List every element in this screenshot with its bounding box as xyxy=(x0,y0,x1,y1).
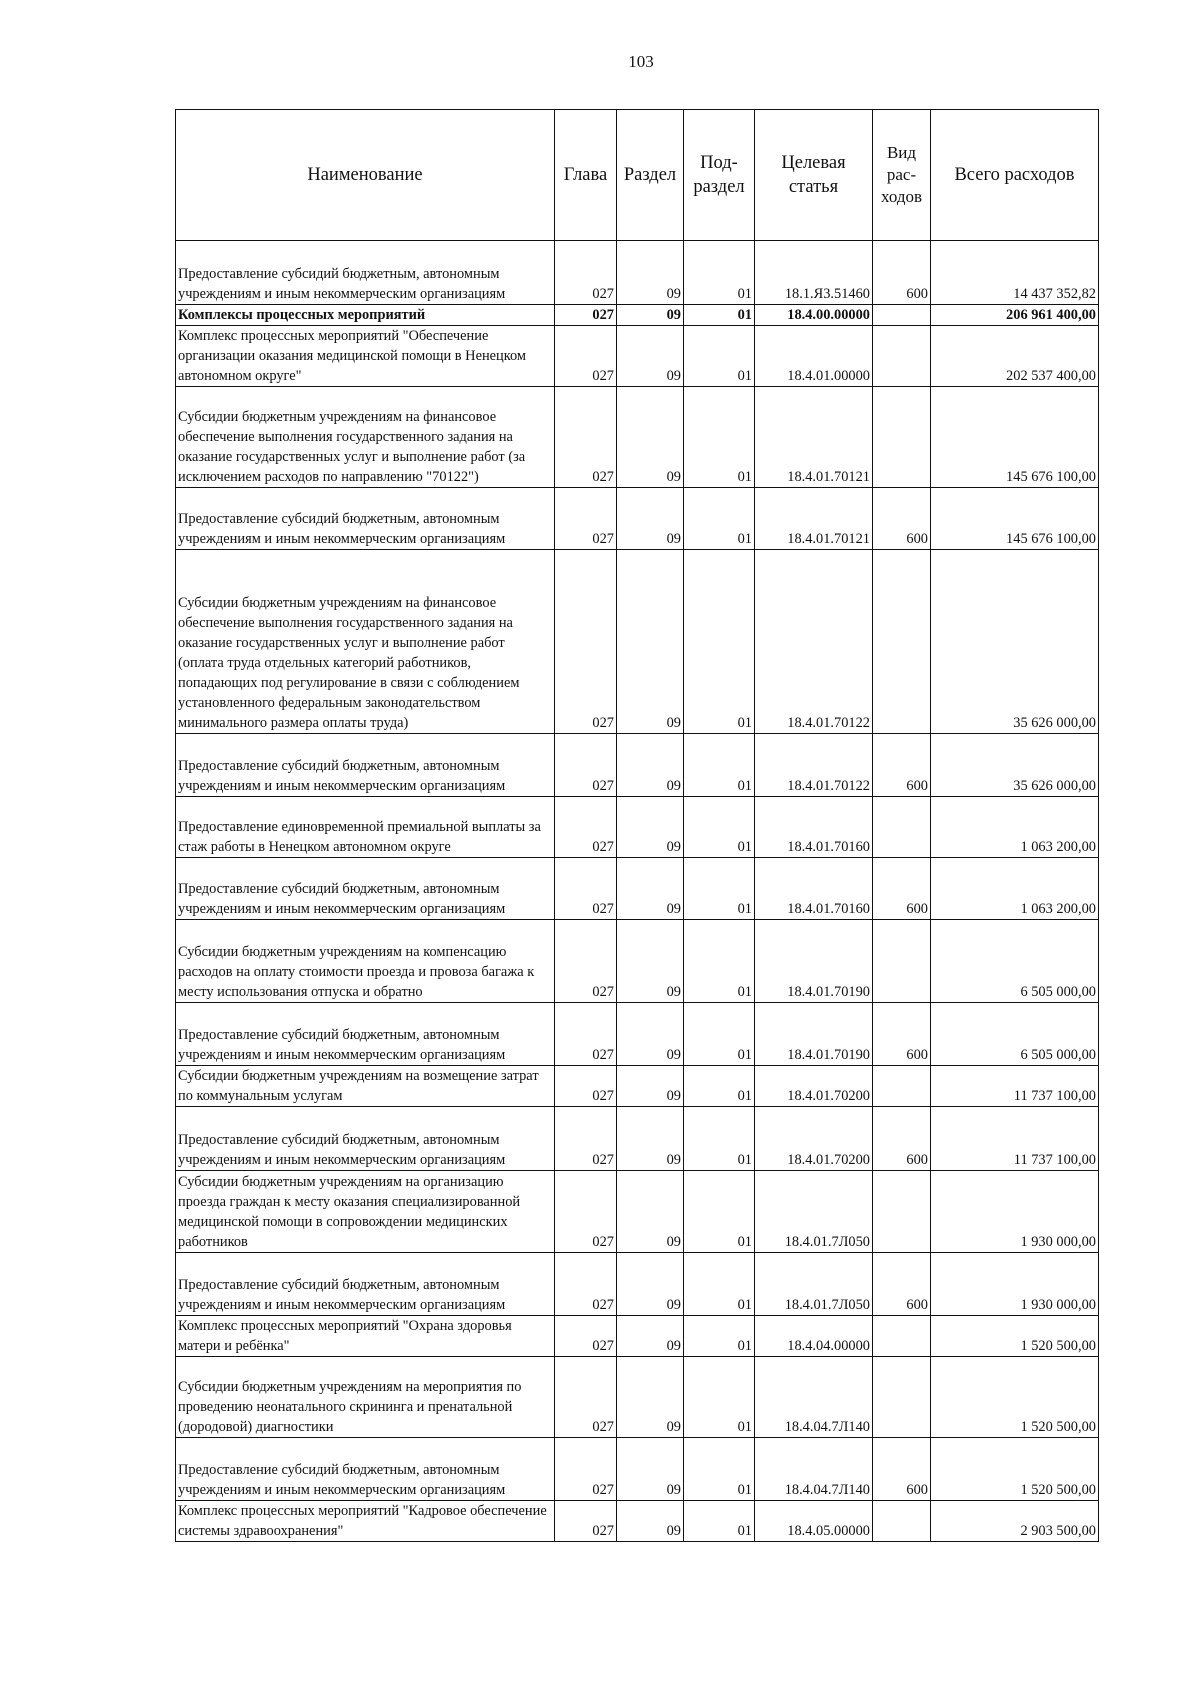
row-vid-cell xyxy=(873,305,931,326)
row-vsego-cell: 1 520 500,00 xyxy=(931,1438,1099,1501)
row-glava-cell: 027 xyxy=(555,858,617,920)
row-glava-cell: 027 xyxy=(555,1066,617,1107)
row-name-cell: Предоставление субсидий бюджетным, автономным учреждениям и иным некоммерческим организациям xyxy=(176,488,555,550)
row-vid-cell: 600 xyxy=(873,1438,931,1501)
row-vid-cell xyxy=(873,1357,931,1438)
row-vid-cell: 600 xyxy=(873,488,931,550)
row-razdel-cell: 09 xyxy=(617,241,684,305)
row-glava-cell: 027 xyxy=(555,1253,617,1316)
row-vsego-cell: 1 520 500,00 xyxy=(931,1316,1099,1357)
row-vsego-cell: 14 437 352,82 xyxy=(931,241,1099,305)
row-glava-cell: 027 xyxy=(555,387,617,488)
table-row xyxy=(176,1316,1099,1357)
row-glava-cell: 027 xyxy=(555,1501,617,1542)
header-name: Наименование xyxy=(176,110,555,241)
row-podrazdel-cell: 01 xyxy=(684,858,755,920)
row-razdel-cell: 09 xyxy=(617,858,684,920)
row-vid-cell: 600 xyxy=(873,1253,931,1316)
row-vid-cell xyxy=(873,1171,931,1253)
row-razdel-cell: 09 xyxy=(617,1316,684,1357)
row-celevaya-cell: 18.4.04.00000 xyxy=(755,1316,873,1357)
table-row xyxy=(176,1003,1099,1066)
row-podrazdel-cell: 01 xyxy=(684,1438,755,1501)
row-vid-cell xyxy=(873,326,931,387)
row-podrazdel-cell: 01 xyxy=(684,550,755,734)
row-celevaya-cell: 18.4.01.7Л050 xyxy=(755,1171,873,1253)
row-glava-cell: 027 xyxy=(555,550,617,734)
row-razdel-cell: 09 xyxy=(617,387,684,488)
row-glava-cell: 027 xyxy=(555,305,617,326)
row-razdel-cell: 09 xyxy=(617,488,684,550)
row-celevaya-cell: 18.4.01.70200 xyxy=(755,1066,873,1107)
row-razdel-cell: 09 xyxy=(617,1107,684,1171)
header-glava: Глава xyxy=(555,110,617,241)
row-podrazdel-cell: 01 xyxy=(684,734,755,797)
row-vid-cell xyxy=(873,387,931,488)
row-vid-cell: 600 xyxy=(873,858,931,920)
header-celevaya: Целевая статья xyxy=(755,110,873,241)
row-name-cell: Субсидии бюджетным учреждениям на организацию проезда граждан к месту оказания специализированной медицинской помощи в сопровождении медицинских работников xyxy=(176,1171,555,1253)
row-name-cell: Предоставление субсидий бюджетным, автономным учреждениям и иным некоммерческим организациям xyxy=(176,1253,555,1316)
row-name-cell: Субсидии бюджетным учреждениям на финансовое обеспечение выполнения государственного задания на оказание государственных услуг и выполнение работ (оплата труда отдельных категорий работников, попадающих под регулирование в связи с соблюдением установленного федеральным законодательством минимального размера оплаты труда) xyxy=(176,550,555,734)
row-glava-cell: 027 xyxy=(555,1003,617,1066)
row-glava-cell: 027 xyxy=(555,1171,617,1253)
row-vsego-cell: 1 520 500,00 xyxy=(931,1357,1099,1438)
row-vid-cell xyxy=(873,1501,931,1542)
row-name-cell: Субсидии бюджетным учреждениям на мероприятия по проведению неонатального скрининга и пренатальной (дородовой) диагностики xyxy=(176,1357,555,1438)
header-vsego: Всего расходов xyxy=(931,110,1099,241)
row-name-cell: Субсидии бюджетным учреждениям на компенсацию расходов на оплату стоимости проезда и провоза багажа к месту использования отпуска и обратно xyxy=(176,920,555,1003)
table-row xyxy=(176,387,1099,488)
row-name-cell: Комплексы процессных мероприятий xyxy=(176,305,555,326)
row-celevaya-cell: 18.4.01.70200 xyxy=(755,1107,873,1171)
row-vsego-cell: 206 961 400,00 xyxy=(931,305,1099,326)
table-row xyxy=(176,1253,1099,1316)
row-podrazdel-cell: 01 xyxy=(684,1003,755,1066)
row-razdel-cell: 09 xyxy=(617,1171,684,1253)
row-celevaya-cell: 18.4.01.70121 xyxy=(755,488,873,550)
table-row xyxy=(176,1107,1099,1171)
row-celevaya-cell: 18.4.04.7Л140 xyxy=(755,1438,873,1501)
row-vsego-cell: 145 676 100,00 xyxy=(931,488,1099,550)
table-row xyxy=(176,1066,1099,1107)
table-row xyxy=(176,858,1099,920)
row-name-cell: Субсидии бюджетным учреждениям на возмещение затрат по коммунальным услугам xyxy=(176,1066,555,1107)
row-vsego-cell: 35 626 000,00 xyxy=(931,734,1099,797)
row-vid-cell xyxy=(873,797,931,858)
row-podrazdel-cell: 01 xyxy=(684,1066,755,1107)
row-vid-cell xyxy=(873,920,931,1003)
table-row xyxy=(176,488,1099,550)
row-razdel-cell: 09 xyxy=(617,1066,684,1107)
row-podrazdel-cell: 01 xyxy=(684,387,755,488)
row-razdel-cell: 09 xyxy=(617,734,684,797)
row-celevaya-cell: 18.1.Я3.51460 xyxy=(755,241,873,305)
row-vsego-cell: 11 737 100,00 xyxy=(931,1066,1099,1107)
table-row xyxy=(176,241,1099,305)
table-row xyxy=(176,920,1099,1003)
row-vsego-cell: 1 063 200,00 xyxy=(931,797,1099,858)
row-glava-cell: 027 xyxy=(555,241,617,305)
table-header-row xyxy=(176,110,1099,241)
row-celevaya-cell: 18.4.01.70122 xyxy=(755,734,873,797)
row-celevaya-cell: 18.4.01.70121 xyxy=(755,387,873,488)
header-vid: Вид рас- ходов xyxy=(873,110,931,241)
row-glava-cell: 027 xyxy=(555,920,617,1003)
header-podrazdel: Под- раздел xyxy=(684,110,755,241)
row-glava-cell: 027 xyxy=(555,1107,617,1171)
row-podrazdel-cell: 01 xyxy=(684,1107,755,1171)
row-celevaya-cell: 18.4.01.70122 xyxy=(755,550,873,734)
row-name-cell: Предоставление субсидий бюджетным, автономным учреждениям и иным некоммерческим организациям xyxy=(176,241,555,305)
row-podrazdel-cell: 01 xyxy=(684,1171,755,1253)
budget-table xyxy=(175,109,1099,1542)
row-podrazdel-cell: 01 xyxy=(684,797,755,858)
row-name-cell: Предоставление субсидий бюджетным, автономным учреждениям и иным некоммерческим организациям xyxy=(176,858,555,920)
row-name-cell: Комплекс процессных мероприятий "Кадровое обеспечение системы здравоохранения" xyxy=(176,1501,555,1542)
row-podrazdel-cell: 01 xyxy=(684,1316,755,1357)
row-celevaya-cell: 18.4.01.70160 xyxy=(755,797,873,858)
row-razdel-cell: 09 xyxy=(617,1438,684,1501)
row-name-cell: Предоставление субсидий бюджетным, автономным учреждениям и иным некоммерческим организациям xyxy=(176,734,555,797)
row-podrazdel-cell: 01 xyxy=(684,1357,755,1438)
table-row xyxy=(176,1438,1099,1501)
row-vid-cell xyxy=(873,1066,931,1107)
row-vid-cell: 600 xyxy=(873,1003,931,1066)
row-vsego-cell: 2 903 500,00 xyxy=(931,1501,1099,1542)
row-podrazdel-cell: 01 xyxy=(684,1501,755,1542)
row-celevaya-cell: 18.4.05.00000 xyxy=(755,1501,873,1542)
row-vid-cell: 600 xyxy=(873,1107,931,1171)
row-glava-cell: 027 xyxy=(555,1357,617,1438)
row-vid-cell: 600 xyxy=(873,241,931,305)
row-razdel-cell: 09 xyxy=(617,305,684,326)
row-glava-cell: 027 xyxy=(555,1438,617,1501)
row-vsego-cell: 202 537 400,00 xyxy=(931,326,1099,387)
row-razdel-cell: 09 xyxy=(617,1357,684,1438)
row-podrazdel-cell: 01 xyxy=(684,305,755,326)
row-name-cell: Предоставление субсидий бюджетным, автономным учреждениям и иным некоммерческим организациям xyxy=(176,1003,555,1066)
row-celevaya-cell: 18.4.01.70190 xyxy=(755,1003,873,1066)
row-podrazdel-cell: 01 xyxy=(684,488,755,550)
table-row xyxy=(176,305,1099,326)
row-glava-cell: 027 xyxy=(555,326,617,387)
row-razdel-cell: 09 xyxy=(617,1003,684,1066)
row-razdel-cell: 09 xyxy=(617,920,684,1003)
row-podrazdel-cell: 01 xyxy=(684,241,755,305)
row-celevaya-cell: 18.4.01.70190 xyxy=(755,920,873,1003)
row-vsego-cell: 1 063 200,00 xyxy=(931,858,1099,920)
row-vid-cell xyxy=(873,1316,931,1357)
row-glava-cell: 027 xyxy=(555,1316,617,1357)
row-name-cell: Предоставление субсидий бюджетным, автономным учреждениям и иным некоммерческим организациям xyxy=(176,1438,555,1501)
row-vsego-cell: 1 930 000,00 xyxy=(931,1171,1099,1253)
row-vid-cell: 600 xyxy=(873,734,931,797)
row-razdel-cell: 09 xyxy=(617,326,684,387)
row-name-cell: Предоставление единовременной премиальной выплаты за стаж работы в Ненецком автономном округе xyxy=(176,797,555,858)
row-podrazdel-cell: 01 xyxy=(684,1253,755,1316)
table-row xyxy=(176,734,1099,797)
row-podrazdel-cell: 01 xyxy=(684,920,755,1003)
row-vsego-cell: 35 626 000,00 xyxy=(931,550,1099,734)
row-celevaya-cell: 18.4.01.7Л050 xyxy=(755,1253,873,1316)
row-celevaya-cell: 18.4.01.00000 xyxy=(755,326,873,387)
row-celevaya-cell: 18.4.00.00000 xyxy=(755,305,873,326)
row-vid-cell xyxy=(873,550,931,734)
row-glava-cell: 027 xyxy=(555,488,617,550)
row-glava-cell: 027 xyxy=(555,797,617,858)
table-row xyxy=(176,326,1099,387)
header-razdel: Раздел xyxy=(617,110,684,241)
row-razdel-cell: 09 xyxy=(617,797,684,858)
row-glava-cell: 027 xyxy=(555,734,617,797)
row-celevaya-cell: 18.4.01.70160 xyxy=(755,858,873,920)
row-razdel-cell: 09 xyxy=(617,1253,684,1316)
row-vsego-cell: 11 737 100,00 xyxy=(931,1107,1099,1171)
row-vsego-cell: 1 930 000,00 xyxy=(931,1253,1099,1316)
table-row xyxy=(176,1357,1099,1438)
table-row xyxy=(176,550,1099,734)
row-vsego-cell: 145 676 100,00 xyxy=(931,387,1099,488)
table-row xyxy=(176,1501,1099,1542)
row-name-cell: Комплекс процессных мероприятий "Обеспечение организации оказания медицинской помощи в Ненецком автономном округе" xyxy=(176,326,555,387)
row-razdel-cell: 09 xyxy=(617,1501,684,1542)
row-razdel-cell: 09 xyxy=(617,550,684,734)
row-podrazdel-cell: 01 xyxy=(684,326,755,387)
row-name-cell: Комплекс процессных мероприятий "Охрана здоровья матери и ребёнка" xyxy=(176,1316,555,1357)
row-vsego-cell: 6 505 000,00 xyxy=(931,1003,1099,1066)
row-name-cell: Предоставление субсидий бюджетным, автономным учреждениям и иным некоммерческим организациям xyxy=(176,1107,555,1171)
table-row xyxy=(176,797,1099,858)
row-vsego-cell: 6 505 000,00 xyxy=(931,920,1099,1003)
row-celevaya-cell: 18.4.04.7Л140 xyxy=(755,1357,873,1438)
table-row xyxy=(176,1171,1099,1253)
row-name-cell: Субсидии бюджетным учреждениям на финансовое обеспечение выполнения государственного задания на оказание государственных услуг и выполнение работ (за исключением расходов по направлению "70122") xyxy=(176,387,555,488)
page-number: 103 xyxy=(628,52,654,71)
